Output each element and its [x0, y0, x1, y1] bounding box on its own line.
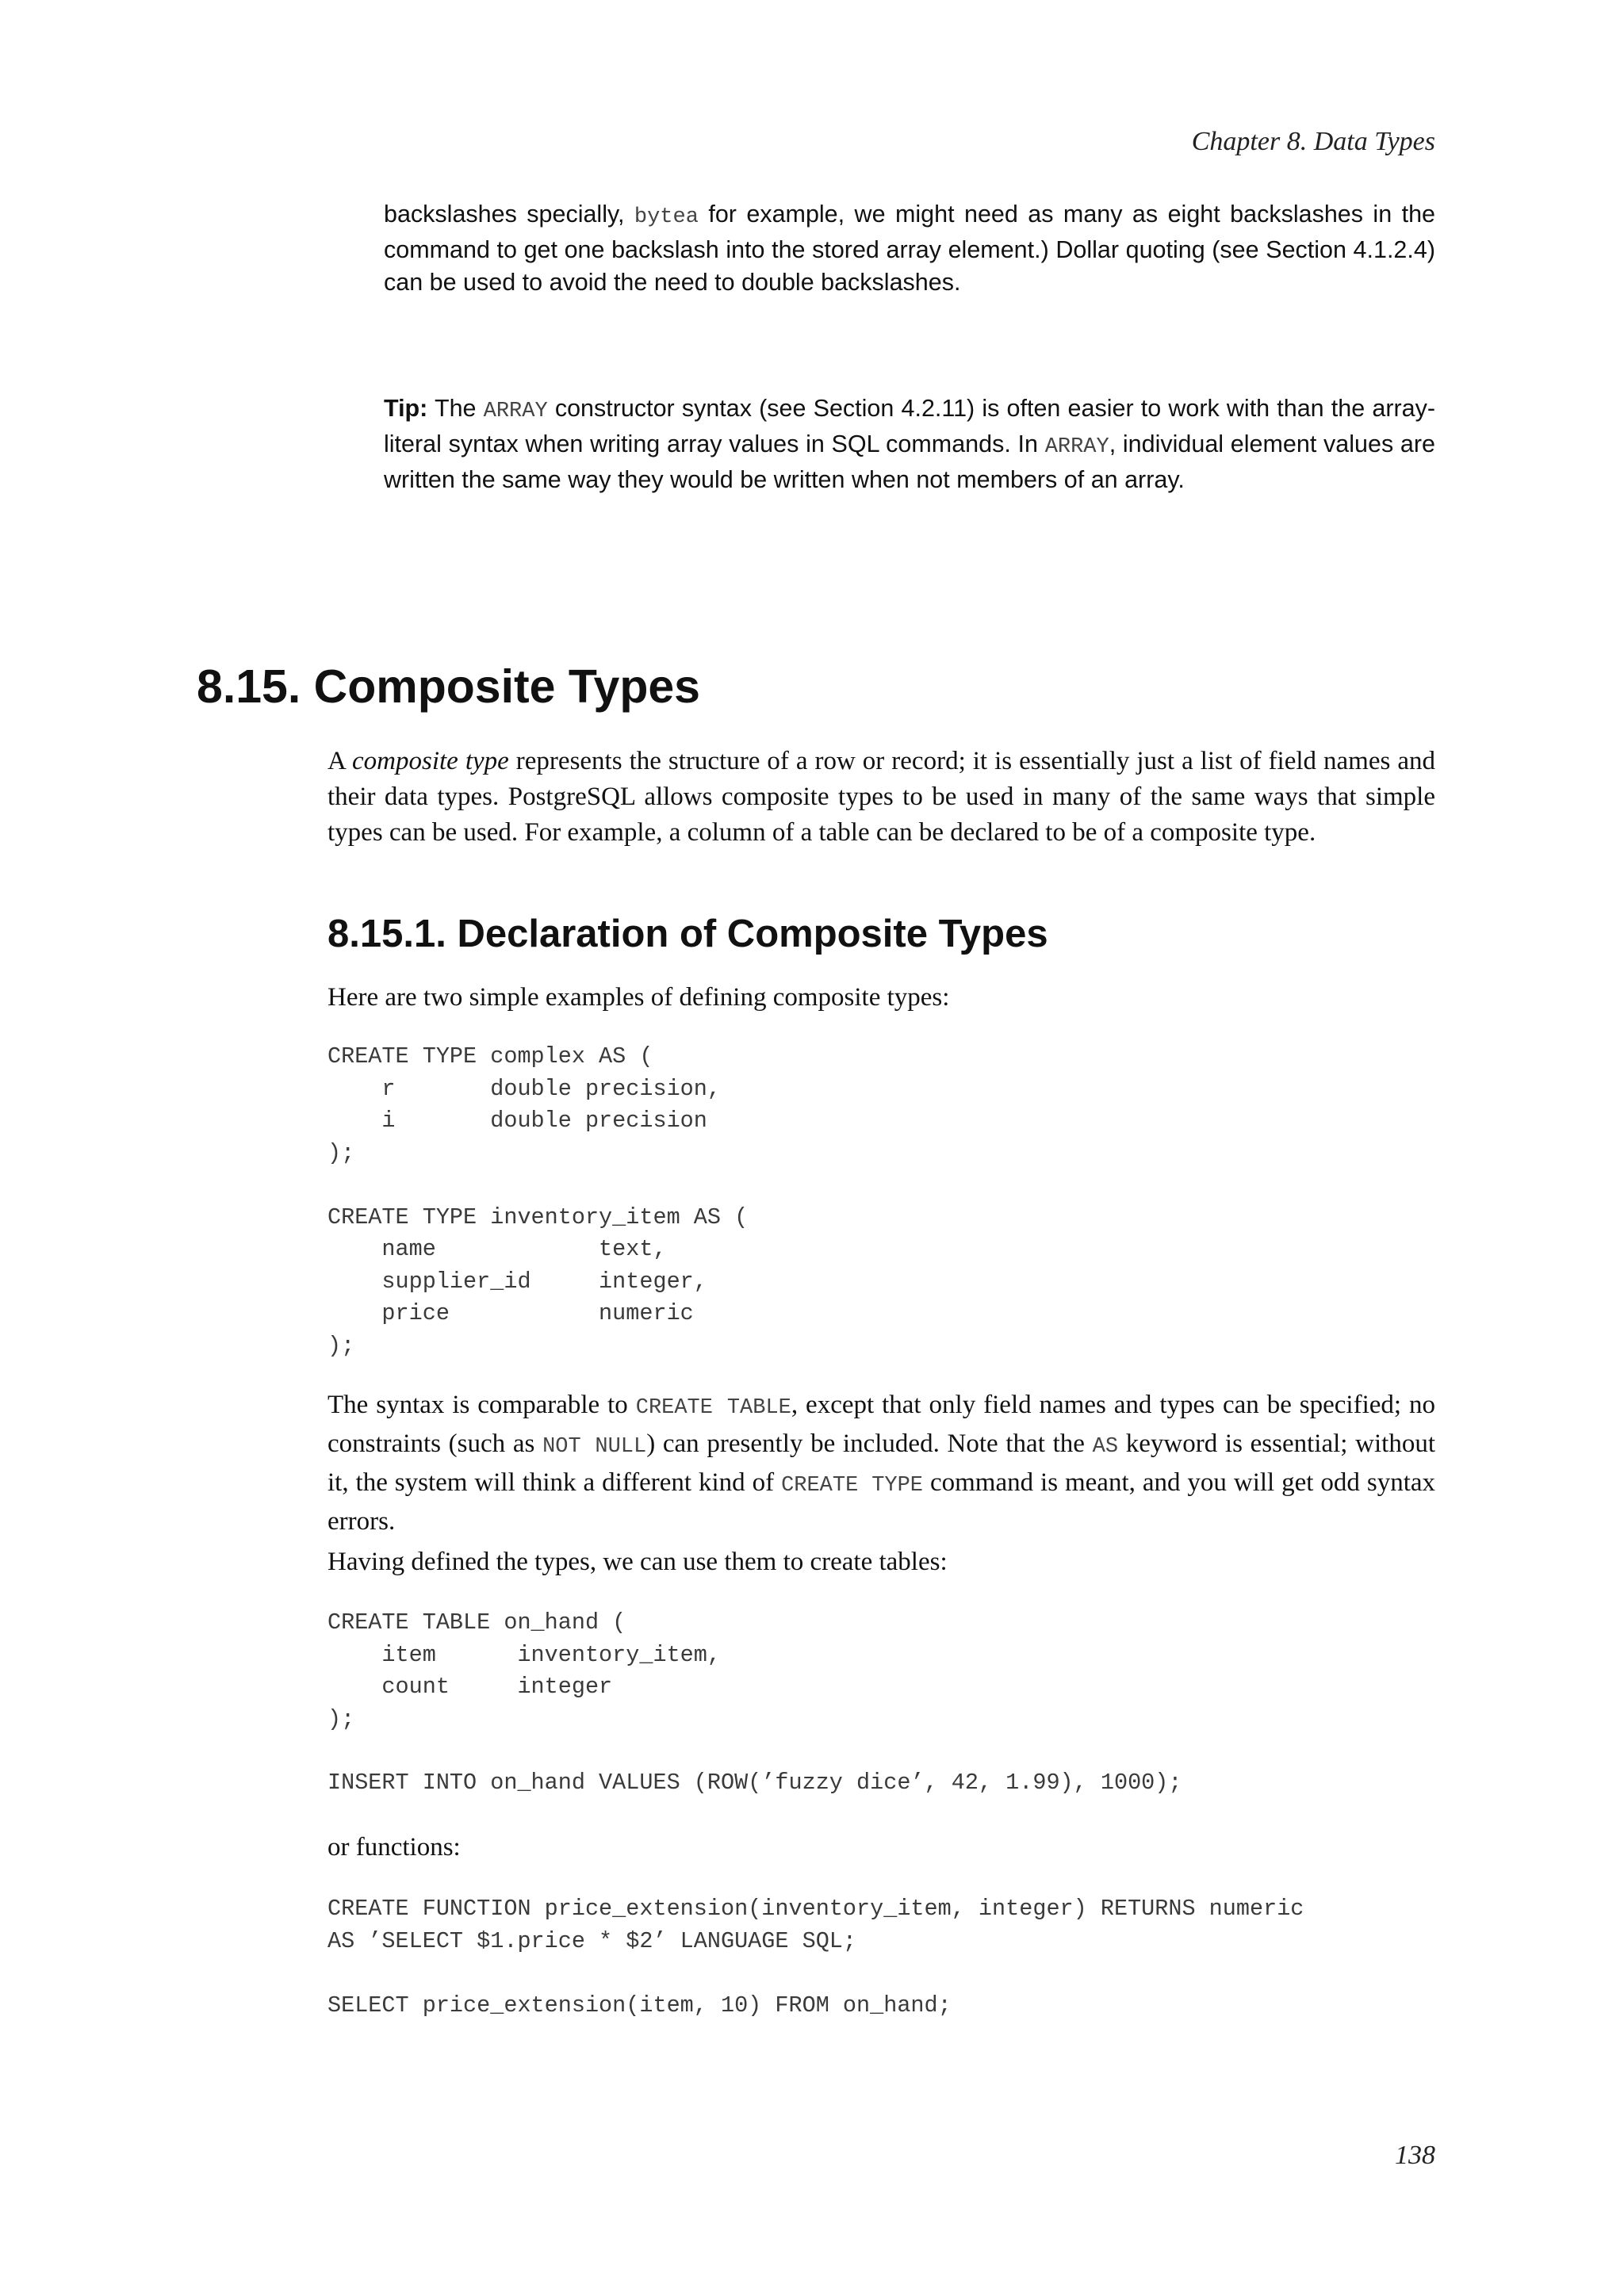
- inline-code: CREATE TYPE: [781, 1474, 924, 1498]
- syntax-paragraph: [327, 1387, 1435, 1540]
- tip-note: [384, 392, 1435, 496]
- text-run: ) can presently be included. Note that the: [646, 1429, 1093, 1458]
- text-run: constructor syntax (see Section 4.2.11) is often easier to work with than the array-literal syntax when writing array values in SQL commands. In: [384, 395, 1435, 457]
- text-run: The: [427, 395, 484, 422]
- inline-code: AS: [1092, 1435, 1119, 1459]
- section-title: 8.15. Composite Types: [197, 660, 700, 713]
- text-run: , individual element values are written the same way they would be written when not members of an array.: [384, 430, 1435, 493]
- emphasis: composite type: [352, 747, 509, 775]
- text-run: , except that only field names and types can be specified; no constraints (such as: [327, 1391, 1435, 1458]
- code-block-create-function: CREATE FUNCTION price_extension(inventory_item, integer) RETURNS numeric AS ’SELECT $1.price * $2’ LANGUAGE SQL;: [327, 1896, 1304, 1954]
- tables-intro-paragraph: Having defined the types, we can use them to create tables:: [327, 1548, 948, 1576]
- text-run: command is meant, and you will get odd syntax errors.: [327, 1468, 1436, 1536]
- continued-paragraph: [384, 198, 1435, 299]
- page-number: 138: [1395, 2141, 1435, 2170]
- subsection-title: 8.15.1. Declaration of Composite Types: [327, 913, 1048, 955]
- code-block-insert: INSERT INTO on_hand VALUES (ROW(’fuzzy dice’, 42, 1.99), 1000);: [327, 1770, 1182, 1796]
- code-block-select: SELECT price_extension(item, 10) FROM on_hand;: [327, 1992, 952, 2019]
- inline-code: CREATE TABLE: [635, 1396, 791, 1420]
- inline-code: bytea: [634, 205, 699, 229]
- examples-intro-paragraph: Here are two simple examples of defining composite types:: [327, 983, 950, 1012]
- text-run: The syntax is comparable to: [327, 1391, 636, 1419]
- text-run: represents the structure of a row or record; it is essentially just a list of field names and their data types. PostgreSQL allows composite types to be used in many of the same ways that simple types can be used. For example, a column of a table can be declared to be of a composite type.: [327, 747, 1435, 847]
- inline-code: NOT NULL: [542, 1435, 647, 1459]
- section-intro-paragraph: [327, 744, 1435, 851]
- text-run: A: [327, 747, 353, 775]
- code-block-create-table: CREATE TABLE on_hand ( item inventory_item, count integer );: [327, 1609, 721, 1732]
- functions-intro-paragraph: or functions:: [327, 1833, 461, 1862]
- inline-code: ARRAY: [1044, 435, 1109, 459]
- text-run: for example, we might need as many as eight backslashes in the command to get one backslash into the stored array element.) Dollar quoting (see Section 4.1.2.4) can be used to avoid the need to double backslashes.: [384, 201, 1435, 296]
- tip-label: Tip:: [384, 395, 428, 422]
- text-run: keyword is essential; without it, the system will think a different kind of: [327, 1429, 1435, 1497]
- code-block-create-types: CREATE TYPE complex AS ( r double precision, i double precision ); CREATE TYPE inventory_item AS ( name text, supplier_id integer, price numeric );: [327, 1043, 749, 1359]
- text-run: backslashes specially,: [384, 201, 634, 228]
- running-header: Chapter 8. Data Types: [1191, 127, 1435, 156]
- inline-code: ARRAY: [483, 400, 548, 423]
